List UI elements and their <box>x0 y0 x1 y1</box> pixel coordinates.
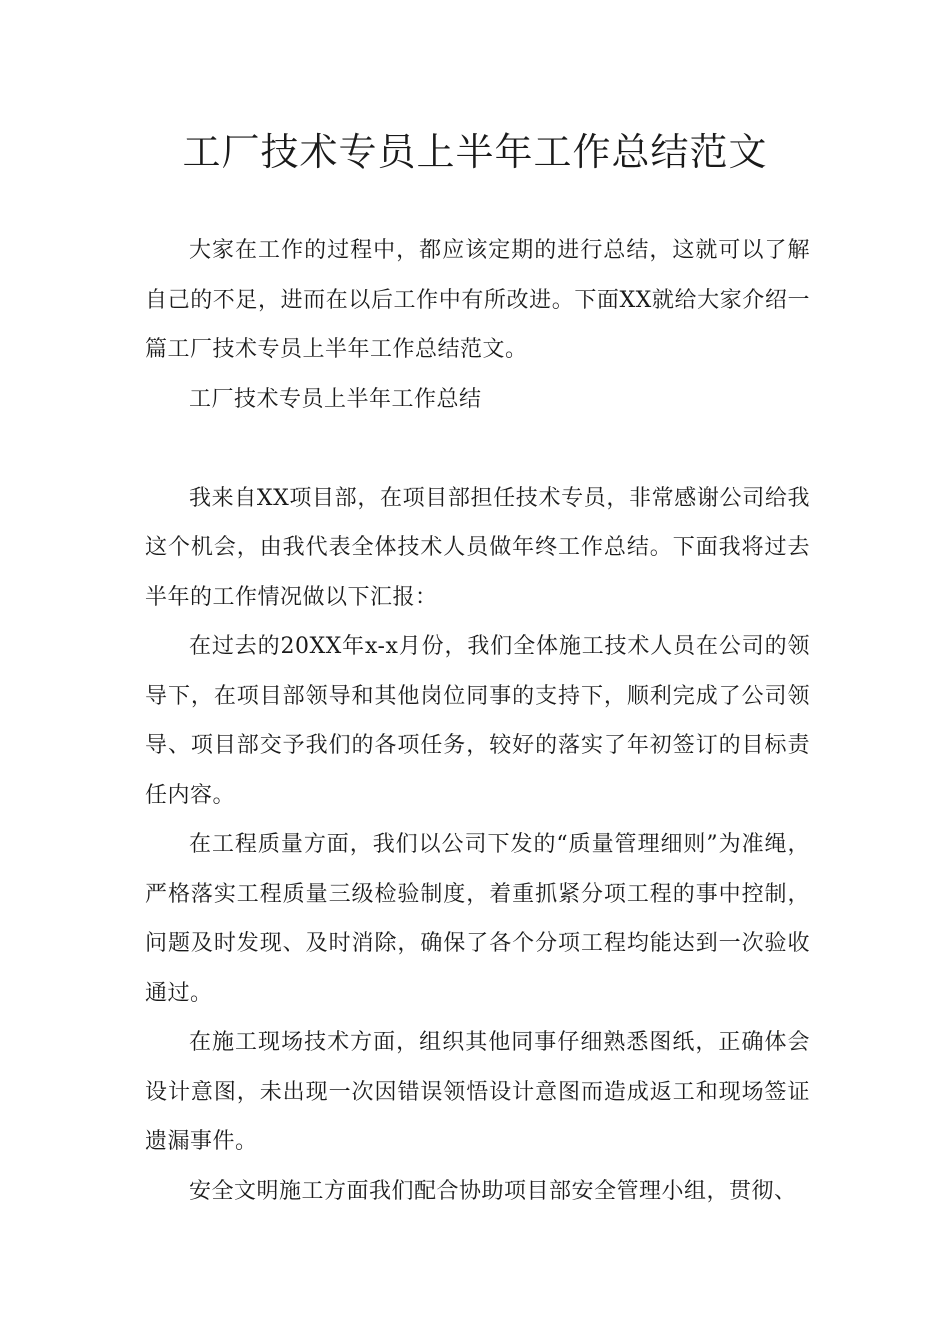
paragraph-technical: 在施工现场技术方面，组织其他同事仔细熟悉图纸，正确体会设计意图，未出现一次因错误领悟设计意图而造成返工和现场签证遗漏事件。 <box>145 1030 810 1154</box>
paragraph-safety: 安全文明施工方面我们配合协助项目部安全管理小组，贯彻、 <box>189 1178 797 1204</box>
blank-line <box>145 424 810 474</box>
paragraph-quality: 在工程质量方面，我们以公司下发的“质量管理细则”为准绳，严格落实工程质量三级检验制度，着重抓紧分项工程的事中控制，问题及时发现、及时消除，确保了各个分项工程均能达到一次验收通过。 <box>145 832 810 1006</box>
document-title: 工厂技术专员上半年工作总结范文 <box>182 130 768 174</box>
intro-paragraph: 大家在工作的过程中，都应该定期的进行总结，这就可以了解自己的不足，进而在以后工作中有所改进。下面XX就给大家介绍一篇工厂技术专员上半年工作总结范文。 <box>145 238 810 362</box>
section-heading: 工厂技术专员上半年工作总结 <box>189 386 482 412</box>
paragraph-introduction: 我来自XX项目部，在项目部担任技术专员，非常感谢公司给我这个机会，由我代表全体技术人员做年终工作总结。下面我将过去半年的工作情况做以下汇报： <box>145 485 810 610</box>
paragraph-tasks: 在过去的20XX年x-x月份，我们全体施工技术人员在公司的领导下，在项目部领导和其他岗位同事的支持下，顺利完成了公司领导、项目部交予我们的各项任务，较好的落实了年初签订的目标责任内容。 <box>145 634 810 808</box>
document-body <box>145 226 810 1216</box>
